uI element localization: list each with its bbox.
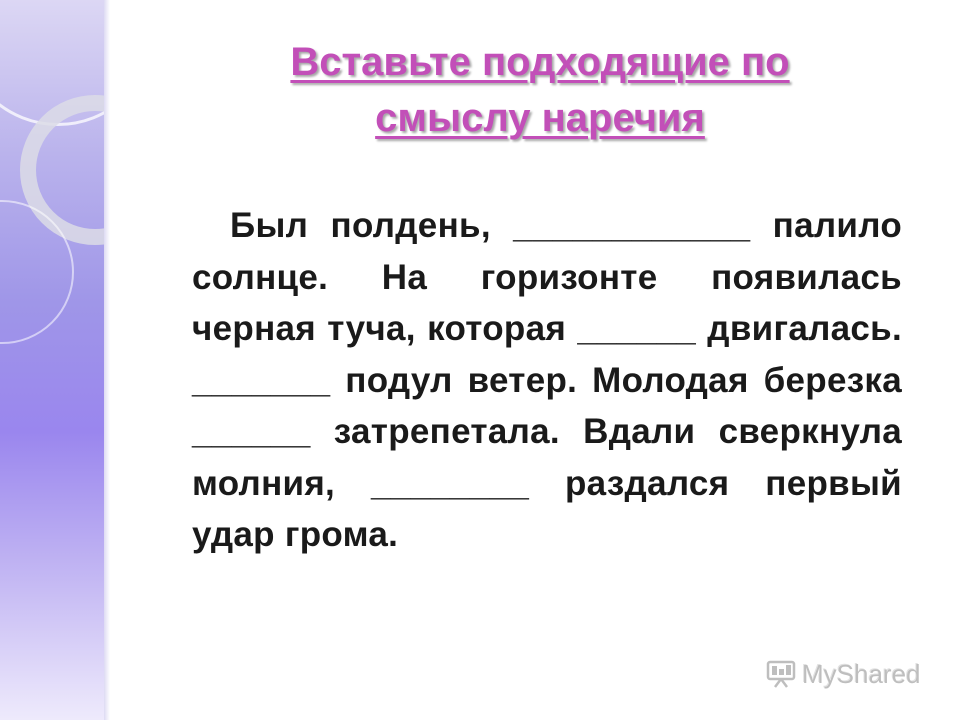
sidebar-edge — [104, 0, 110, 720]
slide-title-line-1: Вставьте подходящие по — [290, 40, 790, 84]
exercise-text: Был полдень, ____________ палило солнце. На горизонте появилась черная туча, которая ______ двигалась. _______ подул ветер. Молодая березка ______ затрепетала. Вдали сверкнула молния, ________ раздался первый удар грома. — [192, 206, 902, 554]
watermark — [766, 654, 921, 694]
slide-title-line-2: смыслу наречия — [375, 96, 705, 140]
slide-title — [160, 34, 920, 146]
decorative-sidebar — [0, 0, 104, 720]
presentation-screen-icon — [766, 660, 796, 688]
watermark-text: MyShared — [802, 658, 921, 689]
